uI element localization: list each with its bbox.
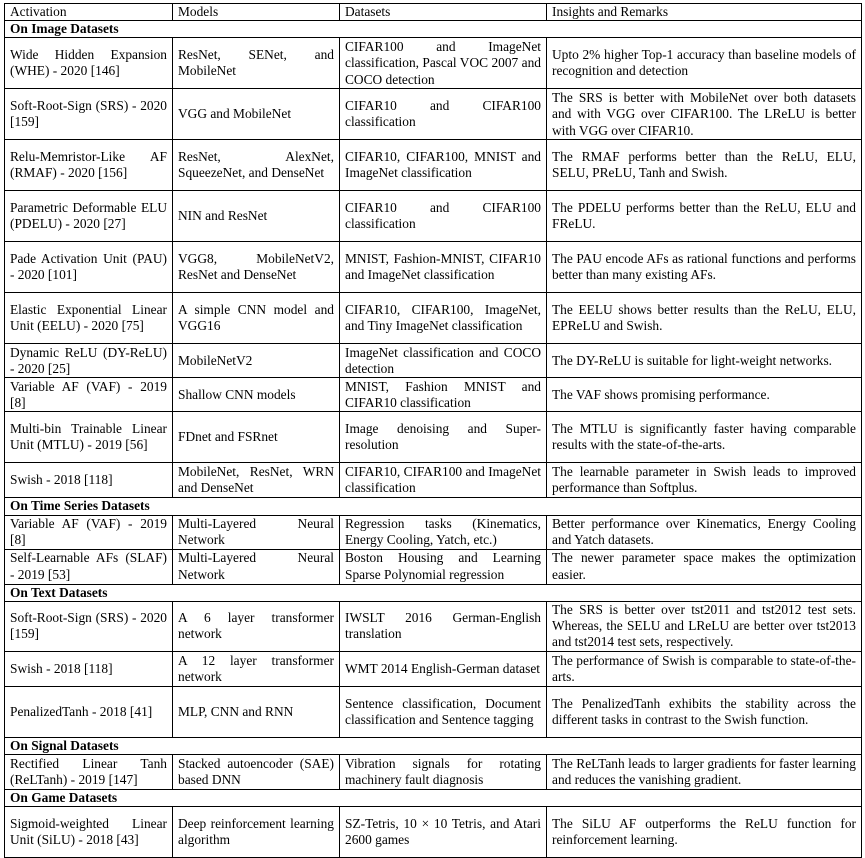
- header-models: Models: [173, 4, 340, 21]
- table-row: [5, 755, 862, 790]
- cell-insights: The DY-ReLU is suitable for light-weight networks.: [547, 344, 862, 378]
- cell-activation: Relu-Memristor-Like AF (RMAF) - 2020 [156]: [5, 140, 173, 191]
- cell-models: Deep reinforcement learning algorithm: [173, 807, 340, 858]
- header-datasets: Datasets: [340, 4, 547, 21]
- cell-models: A 6 layer transformer network: [173, 601, 340, 651]
- table-row: [5, 140, 862, 191]
- cell-models: VGG8, MobileNetV2, ResNet and DenseNet: [173, 242, 340, 293]
- table-row: [5, 242, 862, 293]
- cell-models: NIN and ResNet: [173, 191, 340, 242]
- cell-activation: Parametric Deformable ELU (PDELU) - 2020 [27]: [5, 191, 173, 242]
- table-row: [5, 807, 862, 858]
- cell-models: Multi-Layered Neural Network: [173, 515, 340, 549]
- cell-activation: Self-Learnable AFs (SLAF) - 2019 [53]: [5, 549, 173, 584]
- cell-activation: Swish - 2018 [118]: [5, 651, 173, 686]
- cell-datasets: WMT 2014 English-German dataset: [340, 651, 547, 686]
- section-title-signal: On Signal Datasets: [5, 737, 862, 754]
- cell-models: Stacked autoencoder (SAE) based DNN: [173, 755, 340, 790]
- cell-datasets: CIFAR10, CIFAR100, ImageNet, and Tiny ImageNet classification: [340, 293, 547, 344]
- cell-models: ResNet, SENet, and MobileNet: [173, 38, 340, 89]
- cell-activation: Wide Hidden Expansion (WHE) - 2020 [146]: [5, 38, 173, 89]
- cell-datasets: IWSLT 2016 German-English translation: [340, 601, 547, 651]
- cell-activation: Dynamic ReLU (DY-ReLU) - 2020 [25]: [5, 344, 173, 378]
- cell-insights: Upto 2% higher Top-1 accuracy than baseline models of recognition and detection: [547, 38, 862, 89]
- cell-insights: The ReLTanh leads to larger gradients for faster learning and reduces the vanishing gradient.: [547, 755, 862, 790]
- cell-datasets: Regression tasks (Kinematics, Energy Cooling, Yatch, etc.): [340, 515, 547, 549]
- section-row: [5, 737, 862, 754]
- cell-datasets: MNIST, Fashion MNIST and CIFAR10 classification: [340, 378, 547, 412]
- cell-datasets: Vibration signals for rotating machinery fault diagnosis: [340, 755, 547, 790]
- cell-activation: PenalizedTanh - 2018 [41]: [5, 686, 173, 737]
- cell-models: MobileNetV2: [173, 344, 340, 378]
- cell-activation: Soft-Root-Sign (SRS) - 2020 [159]: [5, 89, 173, 140]
- cell-datasets: CIFAR10 and CIFAR100 classification: [340, 191, 547, 242]
- table-row: [5, 412, 862, 463]
- cell-activation: Swish - 2018 [118]: [5, 463, 173, 498]
- cell-activation: Sigmoid-weighted Linear Unit (SiLU) - 2018 [43]: [5, 807, 173, 858]
- table-row: [5, 191, 862, 242]
- cell-models: FDnet and FSRnet: [173, 412, 340, 463]
- cell-activation: Pade Activation Unit (PAU) - 2020 [101]: [5, 242, 173, 293]
- cell-datasets: CIFAR10 and CIFAR100 classification: [340, 89, 547, 140]
- cell-activation: Multi-bin Trainable Linear Unit (MTLU) - 2019 [56]: [5, 412, 173, 463]
- table-row: [5, 344, 862, 378]
- cell-insights: The MTLU is significantly faster having comparable results with the state-of-the-arts.: [547, 412, 862, 463]
- table-row: [5, 515, 862, 549]
- cell-insights: The SiLU AF outperforms the ReLU function for reinforcement learning.: [547, 807, 862, 858]
- cell-activation: Variable AF (VAF) - 2019 [8]: [5, 515, 173, 549]
- cell-insights: The SRS is better with MobileNet over both datasets and with VGG over CIFAR100. The LReLU is better with VGG over CIFAR10.: [547, 89, 862, 140]
- cell-insights: Better performance over Kinematics, Energy Cooling and Yatch datasets.: [547, 515, 862, 549]
- cell-models: Multi-Layered Neural Network: [173, 549, 340, 584]
- cell-datasets: Sentence classification, Document classification and Sentence tagging: [340, 686, 547, 737]
- cell-models: A simple CNN model and VGG16: [173, 293, 340, 344]
- cell-insights: The SRS is better over tst2011 and tst2012 test sets. Whereas, the SELU and LReLU are better over tst2013 and tst2014 test sets, respectively.: [547, 601, 862, 651]
- header-activation: Activation: [5, 4, 173, 21]
- table-row: [5, 651, 862, 686]
- table-row: [5, 463, 862, 498]
- cell-insights: The PAU encode AFs as rational functions and performs better than many existing AFs.: [547, 242, 862, 293]
- activation-functions-table: [4, 3, 862, 858]
- table-row: [5, 601, 862, 651]
- cell-insights: The performance of Swish is comparable to state-of-the-arts.: [547, 651, 862, 686]
- table-row: [5, 38, 862, 89]
- cell-activation: Soft-Root-Sign (SRS) - 2020 [159]: [5, 601, 173, 651]
- cell-insights: The VAF shows promising performance.: [547, 378, 862, 412]
- cell-models: A 12 layer transformer network: [173, 651, 340, 686]
- header-row: [5, 4, 862, 21]
- section-title-time-series: On Time Series Datasets: [5, 498, 862, 515]
- section-title-text: On Text Datasets: [5, 584, 862, 601]
- cell-insights: The learnable parameter in Swish leads to improved performance than Softplus.: [547, 463, 862, 498]
- section-title-image: On Image Datasets: [5, 21, 862, 38]
- cell-insights: The newer parameter space makes the optimization easier.: [547, 549, 862, 584]
- cell-datasets: SZ-Tetris, 10 × 10 Tetris, and Atari 2600 games: [340, 807, 547, 858]
- cell-datasets: Boston Housing and Learning Sparse Polynomial regression: [340, 549, 547, 584]
- cell-insights: The PenalizedTanh exhibits the stability across the different tasks in contrast to the Swish function.: [547, 686, 862, 737]
- cell-insights: The EELU shows better results than the ReLU, ELU, EPReLU and Swish.: [547, 293, 862, 344]
- cell-activation: Variable AF (VAF) - 2019 [8]: [5, 378, 173, 412]
- cell-models: ResNet, AlexNet, SqueezeNet, and DenseNet: [173, 140, 340, 191]
- section-row: [5, 790, 862, 807]
- table-row: [5, 378, 862, 412]
- cell-insights: The RMAF performs better than the ReLU, ELU, SELU, PReLU, Tanh and Swish.: [547, 140, 862, 191]
- cell-insights: The PDELU performs better than the ReLU, ELU and FReLU.: [547, 191, 862, 242]
- cell-datasets: CIFAR10, CIFAR100 and ImageNet classification: [340, 463, 547, 498]
- cell-activation: Elastic Exponential Linear Unit (EELU) - 2020 [75]: [5, 293, 173, 344]
- cell-datasets: ImageNet classification and COCO detection: [340, 344, 547, 378]
- cell-datasets: MNIST, Fashion-MNIST, CIFAR10 and ImageNet classification: [340, 242, 547, 293]
- section-row: [5, 584, 862, 601]
- section-row: [5, 21, 862, 38]
- cell-datasets: CIFAR100 and ImageNet classification, Pascal VOC 2007 and COCO detection: [340, 38, 547, 89]
- section-row: [5, 498, 862, 515]
- cell-models: VGG and MobileNet: [173, 89, 340, 140]
- section-title-game: On Game Datasets: [5, 790, 862, 807]
- cell-datasets: Image denoising and Super-resolution: [340, 412, 547, 463]
- table-row: [5, 293, 862, 344]
- cell-models: Shallow CNN models: [173, 378, 340, 412]
- cell-activation: Rectified Linear Tanh (ReLTanh) - 2019 [147]: [5, 755, 173, 790]
- header-insights: Insights and Remarks: [547, 4, 862, 21]
- table-row: [5, 549, 862, 584]
- cell-datasets: CIFAR10, CIFAR100, MNIST and ImageNet classification: [340, 140, 547, 191]
- cell-models: MobileNet, ResNet, WRN and DenseNet: [173, 463, 340, 498]
- table-row: [5, 89, 862, 140]
- cell-models: MLP, CNN and RNN: [173, 686, 340, 737]
- table-row: [5, 686, 862, 737]
